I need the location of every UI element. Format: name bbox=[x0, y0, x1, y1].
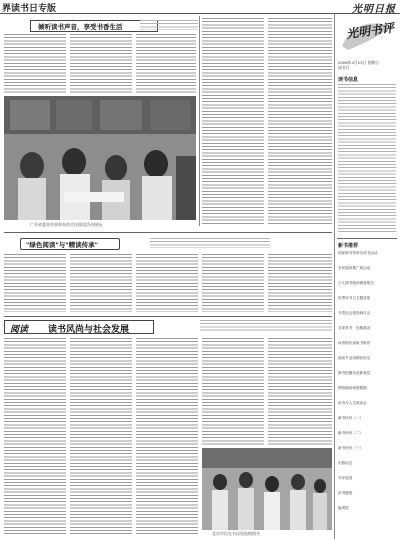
sidebar-item[interactable]: 少儿图书阅读调查报告 bbox=[338, 281, 374, 285]
sidebar-item[interactable]: 网络阅读调查数据 bbox=[338, 386, 367, 390]
bottom-photo-caption: 北京市民在书店里选购图书 bbox=[212, 531, 260, 536]
bookstore-photo bbox=[202, 448, 332, 530]
article3-column-2 bbox=[70, 338, 132, 536]
article3-dek bbox=[200, 320, 332, 332]
article2-column-4 bbox=[202, 254, 264, 312]
sidebar-item[interactable]: 世界读书日主题讲座 bbox=[338, 296, 371, 300]
article2-column-3 bbox=[136, 254, 198, 312]
sidebar-item[interactable]: 新书快讯（一） bbox=[338, 416, 364, 420]
sidebar-item[interactable]: 名家荐书：经典重读 bbox=[338, 326, 371, 330]
article1-headline: 倾听读书声音，享受书香生活 bbox=[38, 23, 123, 31]
article2-dek bbox=[150, 238, 270, 248]
article1-column-5 bbox=[268, 18, 332, 224]
sidebar-item[interactable]: 国家图书馆举办读书活动 bbox=[338, 251, 378, 255]
sidebar-heading-books: 新书推荐 bbox=[338, 243, 359, 249]
article3-column-1 bbox=[4, 338, 66, 536]
sidebar-item[interactable]: 读书随笔 bbox=[338, 491, 353, 495]
article1-column-1 bbox=[4, 34, 66, 94]
bookstore-photo-image bbox=[202, 448, 332, 530]
section-divider-2 bbox=[4, 316, 332, 317]
sidebar-rule bbox=[334, 14, 335, 539]
column-rule bbox=[199, 16, 200, 226]
newspaper-logo: 光明日报 bbox=[352, 4, 396, 15]
sidebar-item[interactable]: 读者俱乐部新书推荐 bbox=[338, 341, 371, 345]
sidebar-item[interactable]: 编者按 bbox=[338, 506, 349, 510]
sidebar-item[interactable]: 新书快讯（三） bbox=[338, 446, 364, 450]
article2-column-2 bbox=[70, 254, 132, 312]
sidebar-news-text bbox=[338, 84, 396, 234]
section-label: 读书日 bbox=[338, 65, 350, 70]
reading-photo-image bbox=[4, 96, 196, 220]
sidebar-item[interactable]: 书评选登 bbox=[338, 476, 353, 480]
article3-column-4 bbox=[202, 338, 264, 446]
article2-column-1 bbox=[4, 254, 66, 312]
article1-column-4 bbox=[202, 18, 264, 224]
article2-headline: "绿色阅读"与"精读传承" bbox=[26, 241, 99, 249]
masthead bbox=[0, 0, 400, 14]
article3-column-3 bbox=[136, 338, 198, 536]
article3-kicker: 阅读 bbox=[10, 325, 29, 335]
sidebar-brush-title: 光明书评 bbox=[345, 20, 395, 42]
reading-photo bbox=[4, 96, 196, 220]
article3-headline: 读书风尚与社会发展 bbox=[48, 325, 130, 335]
sidebar-divider bbox=[337, 238, 397, 239]
article3-column-5 bbox=[268, 338, 332, 446]
sidebar-item[interactable]: 全民阅读推广周启动 bbox=[338, 266, 371, 270]
section-title: 界读书日专版 bbox=[2, 4, 57, 14]
section-divider-1 bbox=[4, 232, 332, 233]
sidebar-item[interactable]: 出版动态 bbox=[338, 461, 353, 465]
sidebar-item[interactable]: 读书与人生座谈会 bbox=[338, 401, 367, 405]
sidebar-item[interactable]: 图书馆服务延伸基层 bbox=[338, 371, 371, 375]
article2-column-5 bbox=[268, 254, 332, 312]
sidebar-item[interactable]: 书香社会建设研讨会 bbox=[338, 311, 371, 315]
sidebar-heading-news: 读书信息 bbox=[338, 77, 359, 83]
article1-column-2 bbox=[70, 34, 132, 94]
article1-dek bbox=[140, 20, 198, 30]
dateline-text: 2006年4月23日 星期日 bbox=[338, 60, 379, 65]
sidebar-item[interactable]: 新书快讯（二） bbox=[338, 431, 364, 435]
article1-column-3 bbox=[136, 34, 196, 94]
top-photo-caption: 广东省委宣传部举办的全民阅读活动现场 bbox=[30, 222, 102, 227]
sidebar-item[interactable]: 阅读节活动精彩纷呈 bbox=[338, 356, 371, 360]
sidebar-dateline bbox=[338, 60, 396, 70]
